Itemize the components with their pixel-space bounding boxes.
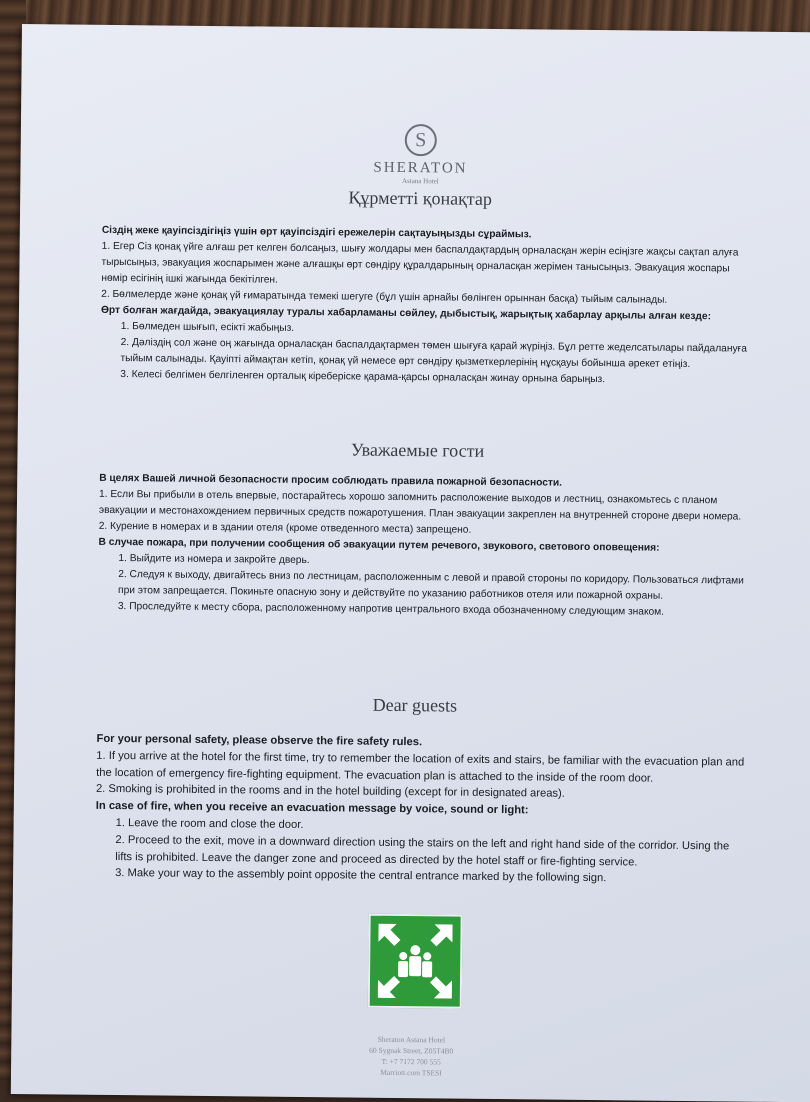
english-step-1: 1. Leave the room and close the door. — [115, 817, 304, 831]
kazakh-step-2: 2. Дәліздің сол және оң жағында орналасқан баспалдақтармен төмен шығуға қарай жүріңіз. Бұл ретте жеделсатылары пайдалануға тыйым салынады. Қауіпті аймақтан кетіп, қонақ үй немесе өрт сөндіру қызметкерлерінің нұсқауы бойынша әрекет етіңіз. — [120, 337, 748, 371]
russian-step-2: 2. Следуя к выходу, двигайтесь вниз по лестницам, расположенным с левой и правой стороны по коридору. Пользоваться лифтами при этом запрещается. Покиньте опасную зону и действуйте по указанию работников отеля или пожарной охраны. — [118, 569, 744, 602]
assembly-point-icon — [370, 916, 461, 1007]
kazakh-step-1: 1. Бөлмеден шығып, есікті жабыңыз. — [120, 321, 295, 334]
kazakh-intro: Сіздің жеке қауіпсіздігіңіз үшін өрт қауіпсіздігі ережелерін сақтауыңызды сұраймыз. — [101, 224, 532, 241]
english-step-2: 2. Proceed to the exit, move in a downward direction using the stairs on the left and right hand side of the corridor. Using the lifts is prohibited. Leave the danger zone and proceed as directed by the hotel staff or fire-fighting service. — [115, 833, 730, 869]
russian-step-1: 1. Выйдите из номера и закройте дверь. — [118, 553, 310, 567]
fire-safety-notice-sheet — [11, 24, 810, 1102]
english-heading: Dear guests — [372, 694, 458, 716]
english-step-3: 3. Make your way to the assembly point opposite the central entrance marked by the following sign. — [115, 867, 607, 885]
footer-street: 60 Sygnak Street, Z05T4B0 — [369, 1045, 454, 1056]
kazakh-fire-case: Өрт болған жағдайда, эвакуациялау туралы хабарламаны сөйлеу, дыбыстық, жарықтық хабарлау арқылы алған кезде: — [100, 304, 712, 323]
assembly-point-sign — [368, 914, 463, 1009]
kazakh-rule-1: 1. Егер Сіз қонақ үйге алғаш рет келген болсаңыз, шығу жолдары мен баспалдақтардың орналасқан жерін есіңізге жақсы сақтап алуға тырысыңыз, эвакуация жоспарымен және алғашқы өрт сөндіру құралдарының орналасқан жерімен танысыңыз. Эвакуация жоспары нөмір есігінің ішкі жағында бекітілген. — [101, 240, 739, 286]
russian-heading: Уважаемые гости — [350, 439, 485, 461]
footer-phone: T: +7 7172 700 555 — [381, 1056, 441, 1067]
hotel-address-footer — [321, 1033, 501, 1079]
english-rule-2: 2. Smoking is prohibited in the rooms and in the hotel building (except for in designated areas). — [95, 783, 565, 801]
russian-section — [98, 471, 749, 622]
english-section — [95, 731, 747, 889]
russian-rule-1: 1. Если Вы прибыли в отель впервые, постарайтесь хорошо запомнить расположение выходов и лестниц, ознакомьтесь с планом эвакуации и местонахождением первичных средств пожаротушения. План эвакуации закреплен на внутренней стороне двери номера. — [98, 488, 742, 523]
kazakh-heading: Құрметті қонақтар — [348, 187, 493, 209]
russian-fire-case: В случае пожара, при получении сообщения об эвакуации путем речевого, звукового, светового оповещения: — [98, 536, 660, 554]
brand-name: SHERATON — [373, 159, 468, 177]
kazakh-step-3: 3. Келесі белгімен белгіленген орталық кіреберіске қарама-қарсы орналасқан жинау орнына барыңыз. — [120, 369, 606, 386]
kazakh-section — [100, 223, 752, 390]
brand-subtitle: Astana Hotel — [401, 176, 439, 186]
sheraton-logo-icon: S — [405, 124, 437, 156]
english-rule-1: 1. If you arrive at the hotel for the first time, try to remember the location of exits and stairs, be familiar with the evacuation plan and the location of emergency fire-fighting equipment. The evacuation plan is attached to the inside of the room door. — [96, 749, 745, 785]
sheraton-logo — [365, 124, 476, 186]
russian-step-3: 3. Проследуйте к месту сбора, расположенному напротив центрального входа обозначенному следующим знаком. — [117, 601, 665, 618]
russian-rule-2: 2. Курение в номерах и в здании отеля (кроме отведенного места) запрещено. — [98, 520, 472, 536]
english-fire-case: In case of fire, when you receive an evacuation message by voice, sound or light: — [95, 800, 529, 817]
english-intro: For your personal safety, please observe the fire safety rules. — [96, 732, 423, 749]
kazakh-rule-2: 2. Бөлмелерде және қонақ үй ғимаратында темекі шегуге (бұл үшін арнайы бөлінген орыннан басқа) тыйым салынады. — [101, 288, 668, 306]
russian-intro: В целях Вашей личной безопасности просим соблюдать правила пожарной безопасности. — [99, 472, 563, 489]
footer-website: Marriott.com TSESI — [380, 1067, 442, 1078]
footer-hotel-name: Sheraton Astana Hotel — [377, 1034, 446, 1045]
